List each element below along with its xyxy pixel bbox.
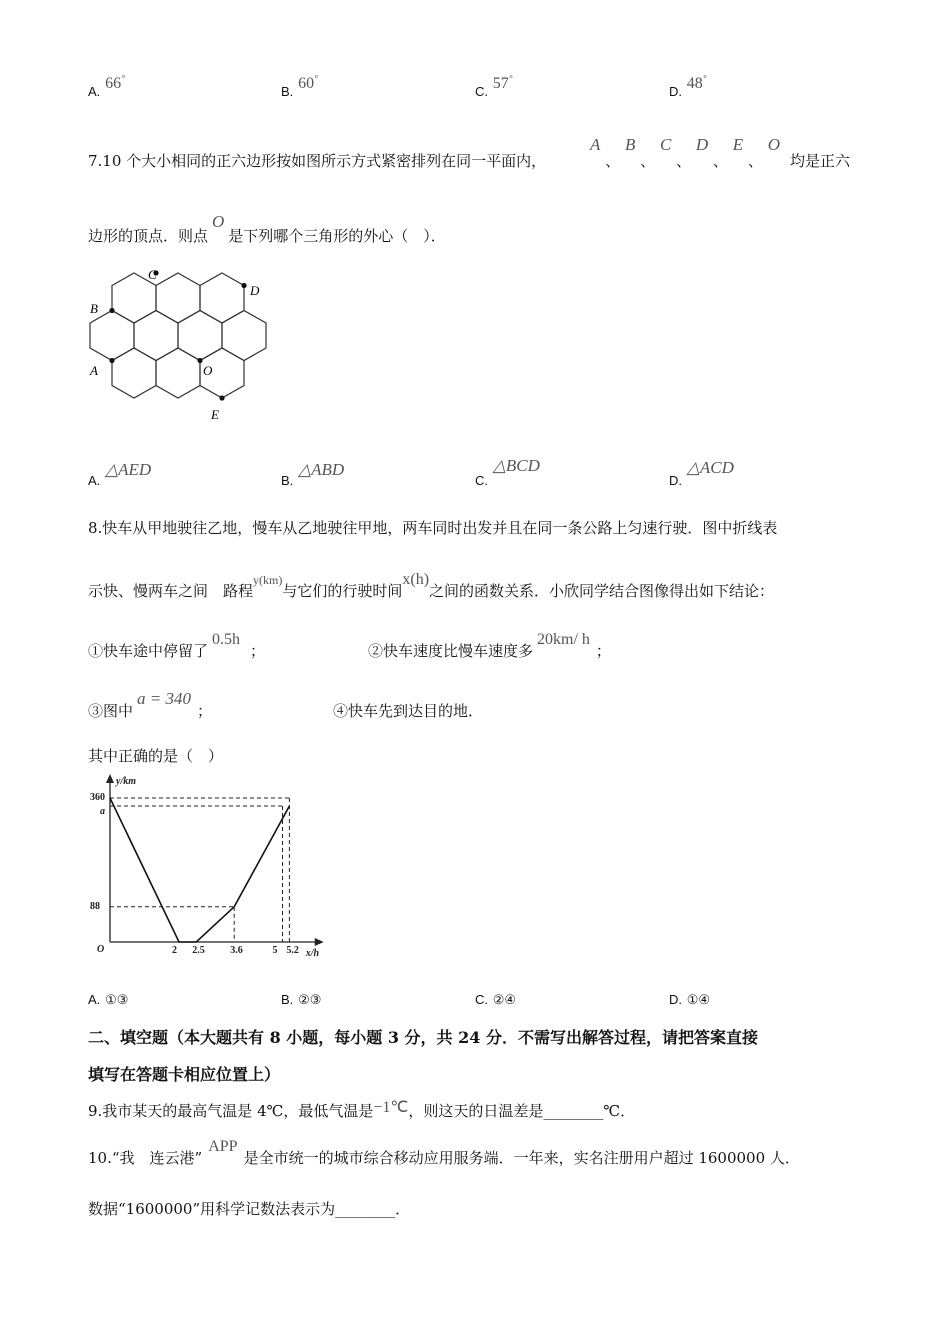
distance-time-chart — [84, 772, 344, 962]
separator: 、 — [676, 152, 692, 170]
q7-line1 — [88, 150, 546, 171]
c1-math: 0.5h — [212, 631, 241, 648]
hexagon — [134, 311, 178, 361]
origin-label: O — [97, 944, 105, 955]
y-tick-label: a — [100, 806, 105, 817]
option-value: △BCD — [492, 456, 540, 475]
option-value: 60 — [298, 75, 315, 92]
label-b: B — [90, 301, 98, 316]
point-d: D — [695, 135, 709, 154]
q7-option-b — [281, 460, 345, 490]
q8-option-d — [669, 990, 710, 1008]
c2-math: 20km/ h — [537, 631, 590, 648]
q7-option-a — [88, 460, 152, 490]
label-a: A — [90, 363, 98, 378]
degree-sign: ° — [702, 75, 708, 85]
q8-conclusion-3 — [88, 689, 213, 721]
q8-line2-a: 示快、慢两车之间 路程 — [88, 582, 254, 600]
hexagon — [112, 348, 156, 398]
option-letter: C. — [475, 992, 488, 1007]
hexagon — [222, 311, 266, 361]
option-letter: D. — [669, 992, 682, 1007]
y-km-math: y(km) — [253, 573, 283, 587]
q8-line2-c: 之间的函数关系．小欣同学结合图像得出如下结论： — [429, 582, 775, 600]
q8-option-a — [88, 990, 128, 1008]
c3-text: ③图中 — [88, 702, 134, 720]
vertex-dot-d — [241, 283, 246, 288]
option-value: △ABD — [298, 460, 345, 479]
hexagon — [178, 311, 222, 361]
q6-option-d — [669, 75, 708, 101]
y-tick-label: 88 — [90, 900, 100, 912]
q10-b: 是全市统一的城市综合移动应用服务端．一年来，实名注册用户超过 1600000 人． — [243, 1149, 800, 1167]
option-value: ②④ — [492, 992, 517, 1007]
x-tick-label: 2 — [172, 945, 177, 956]
separator: 、 — [640, 152, 656, 170]
hexagon — [200, 273, 244, 323]
option-letter: C. — [475, 473, 488, 488]
hexagon — [90, 311, 134, 361]
vertex-dot-e — [219, 395, 224, 400]
q7-line2-prefix: 边形的顶点．则点 — [88, 227, 209, 245]
q8-conclusion-1 — [88, 631, 266, 661]
q9 — [88, 1100, 635, 1121]
y-axis-label: y/km — [116, 776, 136, 787]
data-line — [110, 798, 289, 942]
q8-conclusion-2 — [368, 631, 611, 661]
x-tick-label: 2.5 — [192, 945, 205, 956]
q8-line2-b: 与它们的行驶时间 — [282, 582, 403, 600]
q7-line2 — [88, 212, 446, 246]
option-letter: D. — [669, 84, 682, 99]
vertex-dot-o — [197, 358, 202, 363]
option-letter: B. — [281, 992, 294, 1007]
q6-option-a — [88, 75, 126, 101]
q6-option-c — [475, 75, 514, 101]
option-value: 57 — [492, 75, 509, 92]
vertex-dot-a — [109, 358, 114, 363]
q7-option-d — [669, 458, 734, 490]
point-b: B — [624, 135, 636, 154]
q10-math: APP — [208, 1138, 238, 1155]
q7-line1-suffix: 均是正六 — [790, 152, 851, 170]
c2-text: ②快车速度比慢车速度多 — [368, 642, 534, 660]
option-value: △ACD — [686, 458, 734, 477]
option-letter: C. — [475, 84, 488, 99]
q10-line2: 数据“1600000”用科学记数法表示为________． — [88, 1200, 411, 1218]
q10-a: 10.“我 连云港” — [88, 1149, 203, 1167]
q7-point-list — [590, 134, 780, 170]
vertex-dot-b — [109, 308, 114, 313]
option-letter: A. — [88, 992, 101, 1007]
hexagon-grid — [90, 273, 266, 398]
q8-line2 — [88, 571, 775, 601]
option-value: 66 — [105, 75, 122, 92]
option-value: ②③ — [298, 992, 322, 1007]
point-e: E — [732, 135, 744, 154]
q8-conclusion-4: ④快车先到达目的地． — [333, 702, 484, 720]
q7-option-c — [475, 456, 540, 490]
x-axis-arrow — [315, 938, 324, 946]
q9-math: −1℃ — [373, 1099, 409, 1116]
c1-text: ①快车途中停留了 — [88, 642, 209, 660]
y-axis-arrow — [106, 774, 114, 783]
option-letter: A. — [88, 84, 101, 99]
label-o: O — [203, 363, 213, 378]
hexagon — [156, 348, 200, 398]
separator: 、 — [747, 152, 763, 170]
q9-b: ，则这天的日温差是________℃． — [408, 1102, 636, 1120]
c3-end: ； — [197, 702, 213, 720]
option-value: ①③ — [105, 992, 129, 1007]
option-value: 48 — [686, 75, 703, 92]
separator: 、 — [712, 152, 728, 170]
option-letter: B. — [281, 473, 294, 488]
label-d: D — [250, 283, 260, 298]
section2-heading-line1: 二、填空题（本大题共有 8 小题，每小题 3 分，共 24 分．不需写出解答过程，请把答案直接 — [88, 1028, 758, 1047]
option-value: △AED — [105, 460, 152, 479]
label-c: C — [148, 267, 157, 282]
q8-option-b — [281, 990, 321, 1008]
x-tick-label: 3.6 — [230, 945, 243, 956]
degree-sign: ° — [121, 75, 126, 85]
x-tick-label: 5.2 — [286, 945, 299, 956]
point-o: O — [767, 135, 780, 154]
label-e: E — [211, 407, 219, 422]
hexagon-figure — [84, 264, 274, 424]
point-c: C — [659, 135, 672, 154]
option-letter: B. — [281, 84, 294, 99]
x-h-math: x(h) — [402, 571, 430, 588]
point-o: O — [212, 212, 225, 231]
q8-ask: 其中正确的是（ ） — [88, 747, 224, 765]
option-value: ①④ — [686, 992, 711, 1007]
degree-sign: ° — [508, 75, 514, 85]
separator: 、 — [605, 152, 621, 170]
q8-line1: 8.快车从甲地驶往乙地，慢车从乙地驶往甲地，两车同时出发并且在同一条公路上匀速行驶．图中折线表 — [88, 519, 778, 537]
hexagon — [156, 273, 200, 323]
q7-line1-prefix: 7.10 个大小相同的正六边形按如图所示方式紧密排列在同一平面内， — [88, 152, 547, 170]
degree-sign: ° — [314, 75, 319, 85]
c2-end: ； — [595, 642, 611, 660]
q10-line1 — [88, 1138, 800, 1168]
q9-a: 9.我市某天的最高气温是 4℃，最低气温是 — [88, 1102, 374, 1120]
c3-math: a = 340 — [137, 689, 191, 708]
option-letter: D. — [669, 473, 682, 488]
q8-option-c — [475, 990, 516, 1008]
x-axis-label: x/h — [305, 948, 320, 959]
y-tick-label: 360 — [90, 792, 105, 803]
q7-line2-suffix: 是下列哪个三角形的外心（ ）． — [228, 227, 446, 245]
point-a: A — [590, 135, 601, 154]
section2-heading-line2: 填写在答题卡相应位置上） — [88, 1065, 281, 1084]
option-letter: A. — [88, 473, 101, 488]
q6-option-b — [281, 75, 319, 101]
x-tick-label: 5 — [272, 945, 278, 956]
c1-end: ； — [250, 642, 266, 660]
